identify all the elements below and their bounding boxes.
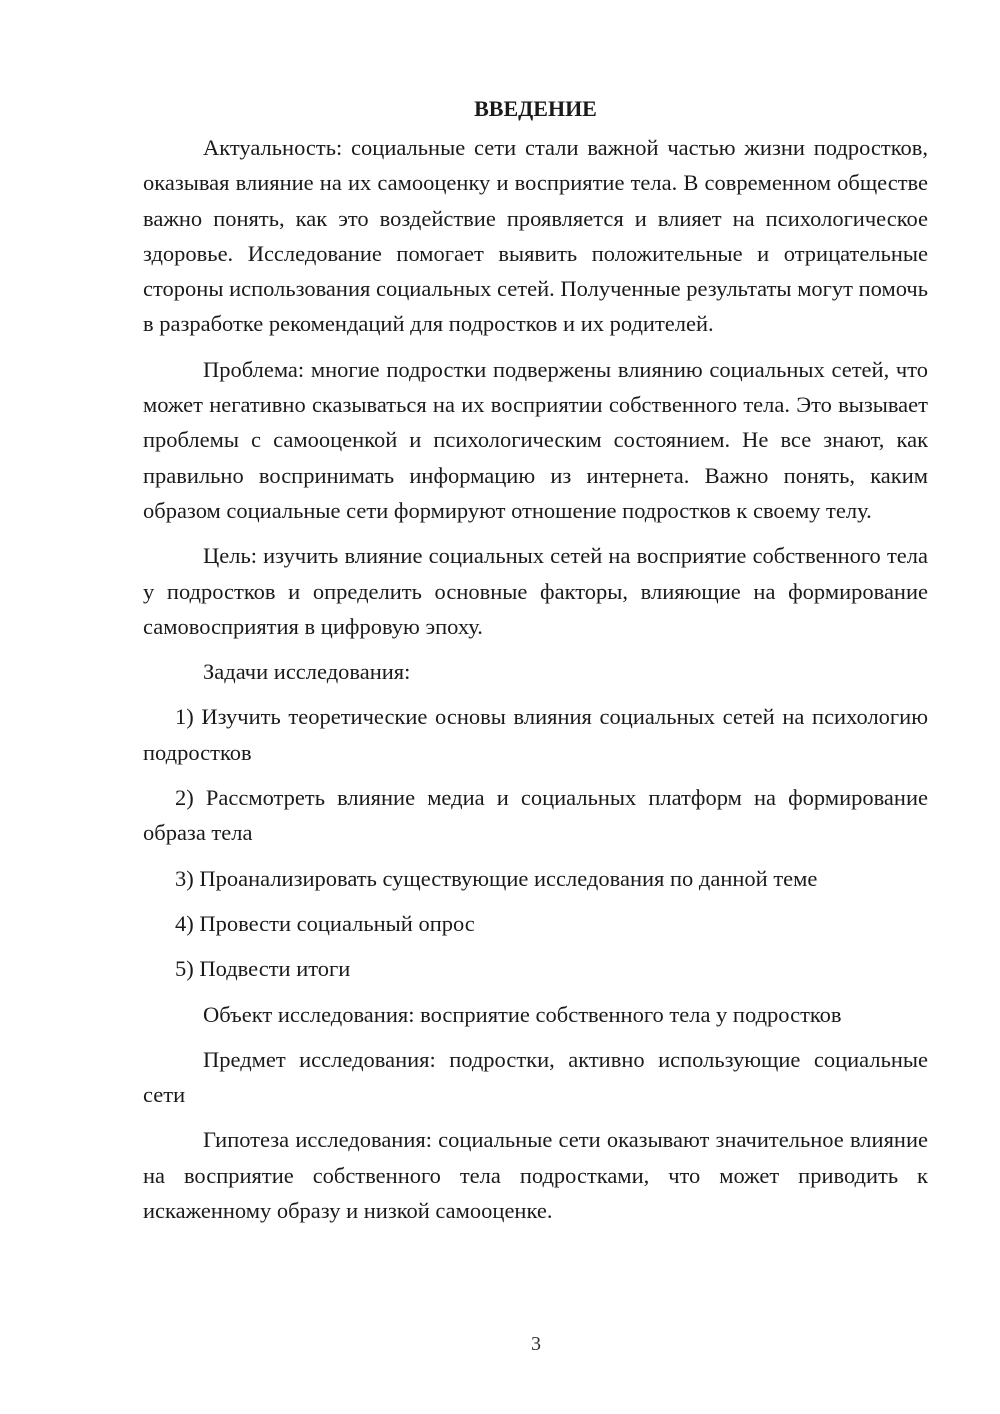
list-item-task-5: 5) Подвести итоги (175, 956, 351, 982)
paragraph-object: Объект исследования: восприятие собственного тела у подростков (203, 1001, 842, 1027)
paragraph-goal: Цель: изучить влияние социальных сетей на восприятие собственного тела у подростков и определить основные факторы, влияющие на формирование самовосприятия в цифровую эпоху. (143, 543, 928, 639)
paragraph-problem: Проблема: многие подростки подвержены влиянию социальных сетей, что может негативно сказываться на их восприятии собственного тела. Это вызывает проблемы с самооценкой и психологическим состоянием. Не все знают, как правильно воспринимать информацию из интернета. Важно понять, каким образом социальные сети формируют отношение подростков к своему телу. (143, 356, 928, 523)
list-item-task-1: 1) Изучить теоретические основы влияния социальных сетей на психологию подростков (143, 704, 928, 765)
page-title: ВВЕДЕНИЕ (474, 96, 597, 121)
paragraph-relevance: Актуальность: социальные сети стали важной частью жизни подростков, оказывая влияние на их самооценку и восприятие тела. В современном обществе важно понять, как это воздействие проявляется и влияет на психологическое здоровье. Исследование помогает выявить положительные и отрицательные стороны использования социальных сетей. Полученные результаты могут помочь в разработке рекомендаций для подростков и их родителей. (143, 135, 928, 337)
paragraph-hypothesis: Гипотеза исследования: социальные сети оказывают значительное влияние на восприятие собственного тела подростками, что может приводить к искаженному образу и низкой самооценке. (143, 1127, 928, 1224)
list-item-task-4: 4) Провести социальный опрос (175, 910, 475, 936)
paragraph-tasks-heading: Задачи исследования: (203, 659, 411, 685)
list-item-task-3: 3) Проанализировать существующие исследования по данной теме (175, 865, 818, 891)
list-item-task-2: 2) Рассмотреть влияние медиа и социальных платформ на формирование образа тела (143, 785, 928, 846)
paragraph-subject: Предмет исследования: подростки, активно использующие социальные сети (143, 1046, 928, 1108)
document-page (143, 92, 928, 1228)
page-number: 3 (531, 1333, 541, 1355)
